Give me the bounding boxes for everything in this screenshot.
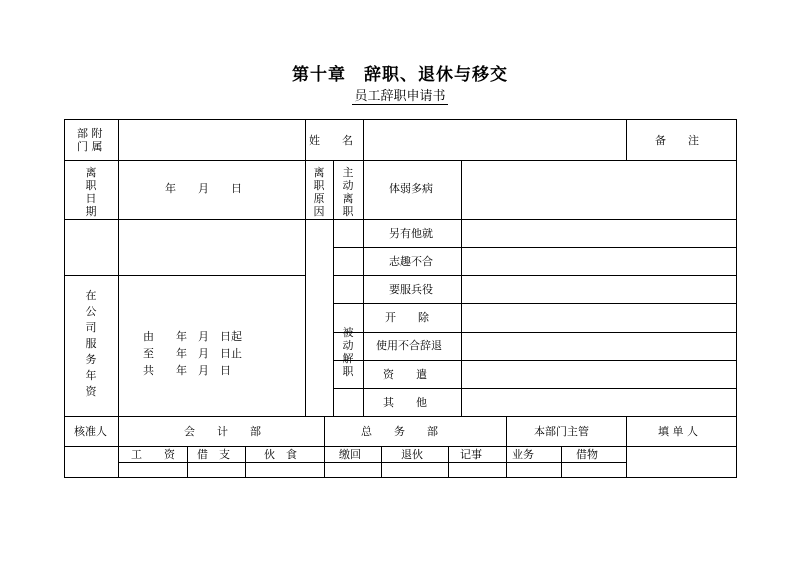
row-divider bbox=[65, 219, 736, 220]
page-title: 第十章 辞职、退休与移交 bbox=[292, 65, 508, 85]
form-subtitle: 员工辞职申请书 bbox=[354, 89, 446, 104]
active-resignation-label: 主动离职 bbox=[342, 166, 354, 218]
row-divider bbox=[65, 160, 736, 161]
accounting-item: 伙 食 bbox=[264, 448, 297, 461]
col-divider bbox=[118, 120, 119, 477]
reason-item: 另有他就 bbox=[389, 227, 433, 240]
service-end: 至 年 月 日止 bbox=[143, 347, 242, 360]
reason-item: 志趣不合 bbox=[389, 255, 433, 268]
row-divider bbox=[118, 462, 626, 463]
col-divider bbox=[187, 446, 188, 477]
service-start: 由 年 月 日起 bbox=[143, 330, 242, 343]
service-years-label: 在公司服务年资 bbox=[85, 289, 97, 398]
row-divider bbox=[65, 446, 736, 447]
general-affairs-label: 总 务 部 bbox=[361, 425, 438, 438]
general-item: 记事 bbox=[460, 448, 482, 461]
leave-date-label: 离职日期 bbox=[85, 166, 97, 218]
reason-item: 体弱多病 bbox=[389, 182, 433, 195]
remarks-label: 备 注 bbox=[655, 134, 699, 147]
dept-label: 门 属 bbox=[77, 140, 103, 153]
leave-reason-label: 离职原因 bbox=[313, 166, 325, 218]
accounting-item: 工 资 bbox=[131, 448, 175, 461]
row-divider bbox=[65, 275, 305, 276]
dept-label: 部 附 bbox=[77, 127, 103, 140]
col-divider bbox=[245, 446, 246, 477]
resignation-form bbox=[64, 119, 737, 478]
approver-label: 核准人 bbox=[74, 425, 107, 438]
col-divider bbox=[626, 416, 627, 477]
accounting-dept-label: 会 计 部 bbox=[184, 425, 261, 438]
general-item: 缴回 bbox=[339, 448, 361, 461]
accounting-item: 借 支 bbox=[197, 448, 230, 461]
leave-date-value: 年 月 日 bbox=[165, 182, 242, 195]
dept-item: 业务 bbox=[512, 448, 534, 461]
col-divider bbox=[626, 120, 627, 160]
reason-item: 开 除 bbox=[385, 311, 429, 324]
col-divider bbox=[305, 120, 306, 416]
row-divider bbox=[333, 388, 736, 389]
general-item: 退伙 bbox=[401, 448, 423, 461]
col-divider bbox=[324, 416, 325, 477]
col-divider bbox=[363, 120, 364, 416]
col-divider bbox=[561, 446, 562, 477]
row-divider bbox=[333, 303, 736, 304]
row-divider bbox=[333, 332, 736, 333]
row-divider bbox=[333, 275, 736, 276]
col-divider bbox=[461, 160, 462, 416]
row-divider bbox=[333, 247, 736, 248]
col-divider bbox=[448, 446, 449, 477]
reason-item: 使用不合辞退 bbox=[376, 339, 442, 352]
passive-dismissal-label: 被动解职 bbox=[342, 326, 354, 378]
dept-head-label: 本部门主管 bbox=[534, 425, 589, 438]
name-label: 姓 名 bbox=[309, 134, 353, 147]
row-divider bbox=[65, 416, 736, 417]
col-divider bbox=[506, 416, 507, 477]
reason-item: 要服兵役 bbox=[389, 283, 433, 296]
reason-item: 其 他 bbox=[383, 396, 427, 409]
dept-item: 借物 bbox=[576, 448, 598, 461]
row-divider bbox=[333, 360, 736, 361]
service-total: 共 年 月 日 bbox=[143, 364, 231, 377]
col-divider bbox=[381, 446, 382, 477]
col-divider bbox=[333, 160, 334, 416]
reason-item: 资 遣 bbox=[383, 368, 427, 381]
form-filler-label: 填 单 人 bbox=[658, 425, 698, 438]
